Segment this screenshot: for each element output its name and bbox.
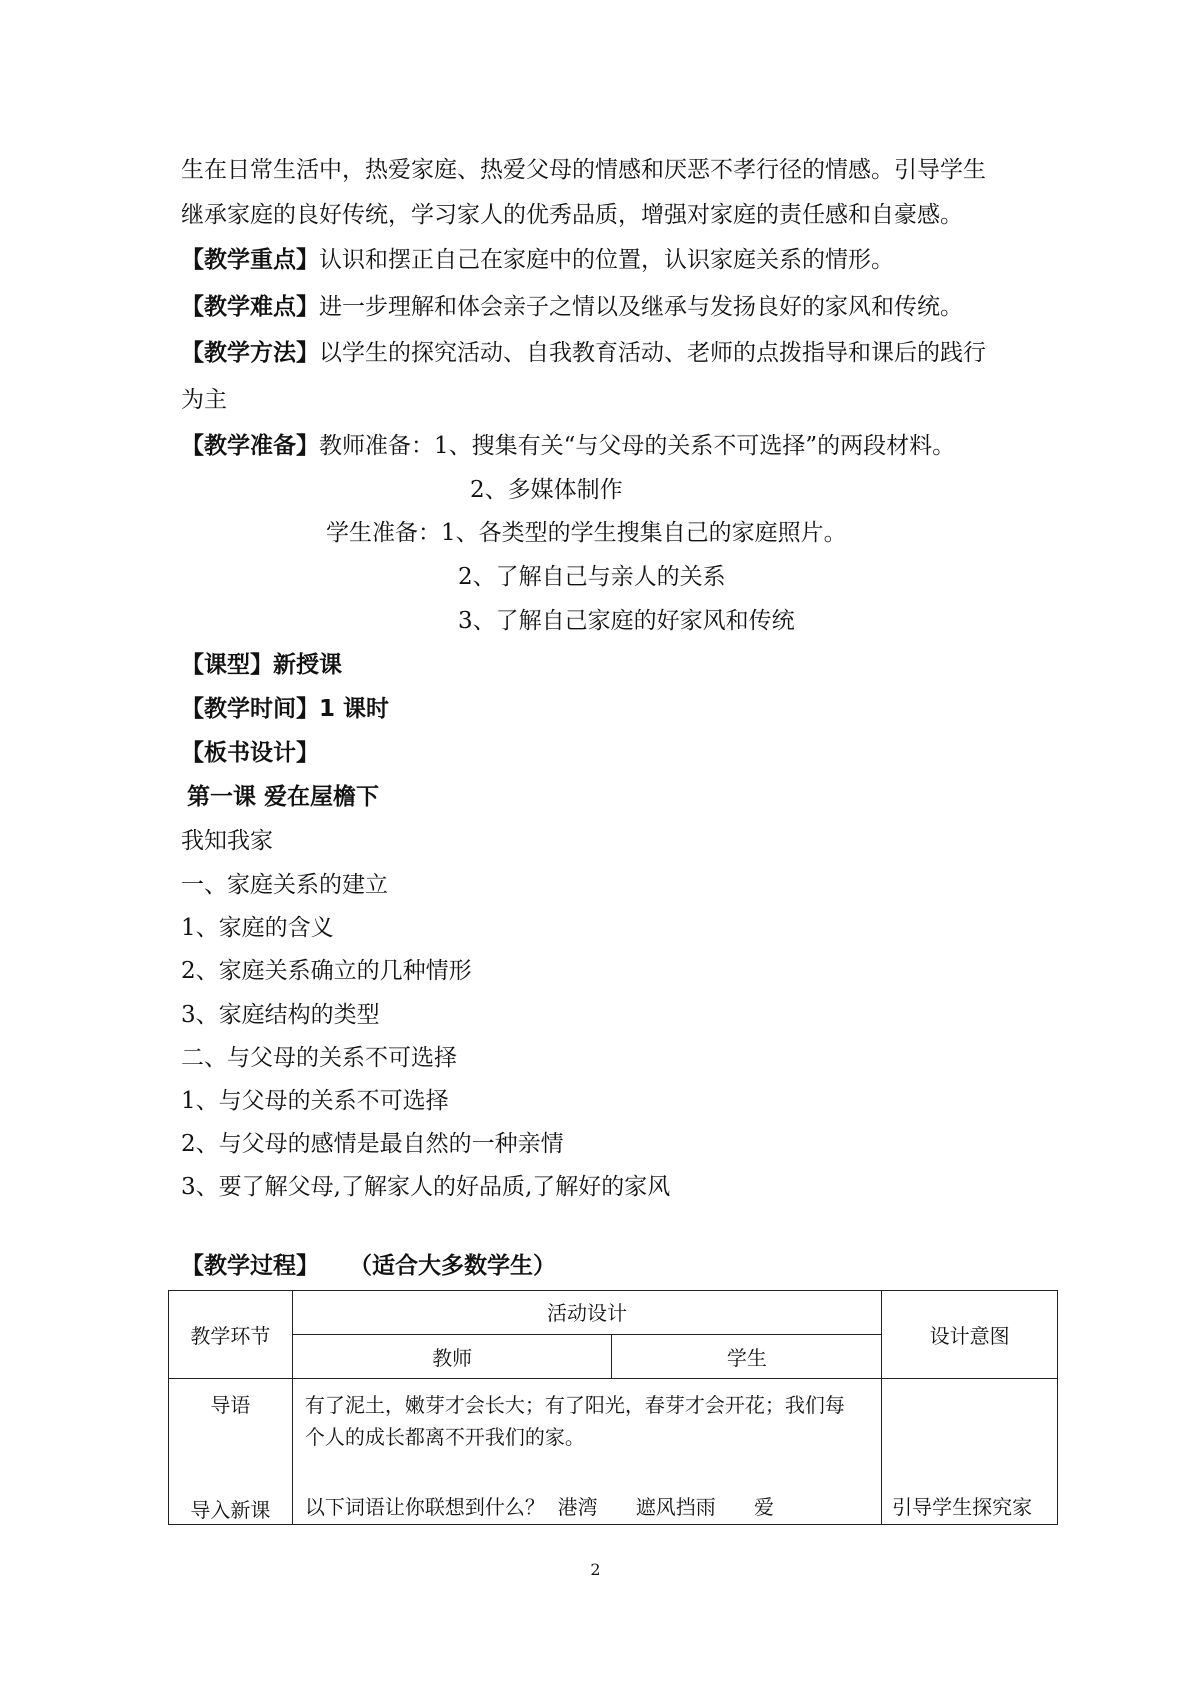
prep-label: 【教学准备】 <box>181 433 319 459</box>
difficulty <box>181 292 963 322</box>
stage-intro: 导语 <box>210 1393 251 1417</box>
table-row <box>169 1379 1058 1525</box>
key-point-label: 【教学重点】 <box>181 247 319 273</box>
method-continued: 为主 <box>181 387 227 413</box>
paragraph-line: 继承家庭的良好传统，学习家人的优秀品质，增强对家庭的责任感和自豪感。 <box>181 202 963 228</box>
method-text: 以学生的探究活动、自我教育活动、老师的点拨指导和课后的践行 <box>319 340 986 366</box>
lesson-type: 【课型】新授课 <box>181 652 342 678</box>
outline-item: 3、要了解父母,了解家人的好品质,了解好的家风 <box>181 1174 671 1200</box>
student-prep-item: 3、了解自己家庭的好家风和传统 <box>458 608 795 634</box>
teacher-line: 有了泥土，嫩芽才会长大；有了阳光，春芽才会开花；我们每 <box>304 1393 845 1417</box>
header-activity: 活动设计 <box>292 1291 881 1335</box>
outline-item: 2、与父母的感情是最自然的一种亲情 <box>181 1131 564 1157</box>
teacher-prep-item: 2、多媒体制作 <box>470 477 623 503</box>
stage-cell <box>169 1379 293 1525</box>
activity-cell <box>292 1379 881 1525</box>
key-point-text: 认识和摆正自己在家庭中的位置，认识家庭关系的情形。 <box>319 247 894 273</box>
lesson-time: 【教学时间】1 课时 <box>181 696 390 722</box>
student-prep-label: 学生准备： <box>326 520 441 546</box>
outline-item: 二、与父母的关系不可选择 <box>181 1045 457 1071</box>
page-number: 2 <box>590 1560 601 1579</box>
stage-new-lesson: 导入新课 <box>190 1498 271 1522</box>
outline-item: 我知我家 <box>181 828 273 854</box>
process-heading <box>181 1251 556 1281</box>
process-label: 【教学过程】 <box>181 1253 319 1279</box>
intent-text: 引导学生探究家 <box>892 1495 1033 1519</box>
key-point <box>181 245 894 275</box>
outline-item: 3、家庭结构的类型 <box>181 1002 380 1028</box>
prep <box>181 431 955 461</box>
method-label: 【教学方法】 <box>181 340 319 366</box>
outline-item: 2、家庭关系确立的几种情形 <box>181 958 472 984</box>
teacher-prep-label: 教师准备： <box>319 433 434 459</box>
teacher-intro-text <box>305 1389 845 1453</box>
header-stage: 教学环节 <box>169 1291 293 1379</box>
difficulty-label: 【教学难点】 <box>181 294 319 320</box>
process-note: （适合大多数学生） <box>349 1253 556 1279</box>
student-prep-item: 2、了解自己与亲人的关系 <box>458 564 726 590</box>
lesson-title: 第一课 爱在屋檐下 <box>187 784 380 810</box>
header-intent: 设计意图 <box>882 1291 1058 1379</box>
process-table <box>168 1290 1058 1525</box>
outline-item: 1、家庭的含义 <box>181 915 334 941</box>
student-prep <box>326 518 847 548</box>
header-student: 学生 <box>612 1335 882 1379</box>
header-teacher: 教师 <box>292 1335 612 1379</box>
student-prep-item: 1、各类型的学生搜集自己的家庭照片。 <box>441 520 847 546</box>
teacher-prep-item: 1、搜集有关“与父母的关系不可选择”的两段材料。 <box>434 433 956 459</box>
method <box>181 338 986 368</box>
outline-item: 1、与父母的关系不可选择 <box>181 1088 449 1114</box>
difficulty-text: 进一步理解和体会亲子之情以及继承与发扬良好的家风和传统。 <box>319 294 963 320</box>
outline-item: 一、家庭关系的建立 <box>181 872 388 898</box>
intent-cell <box>882 1379 1058 1525</box>
board-design: 【板书设计】 <box>181 740 319 766</box>
teacher-question: 以下词语让你联想到什么？ 港湾 遮风挡雨 爱 <box>304 1495 774 1519</box>
paragraph-line: 生在日常生活中，热爱家庭、热爱父母的情感和厌恶不孝行径的情感。引导学生 <box>181 157 986 183</box>
teacher-line: 个人的成长都离不开我们的家。 <box>304 1425 585 1449</box>
